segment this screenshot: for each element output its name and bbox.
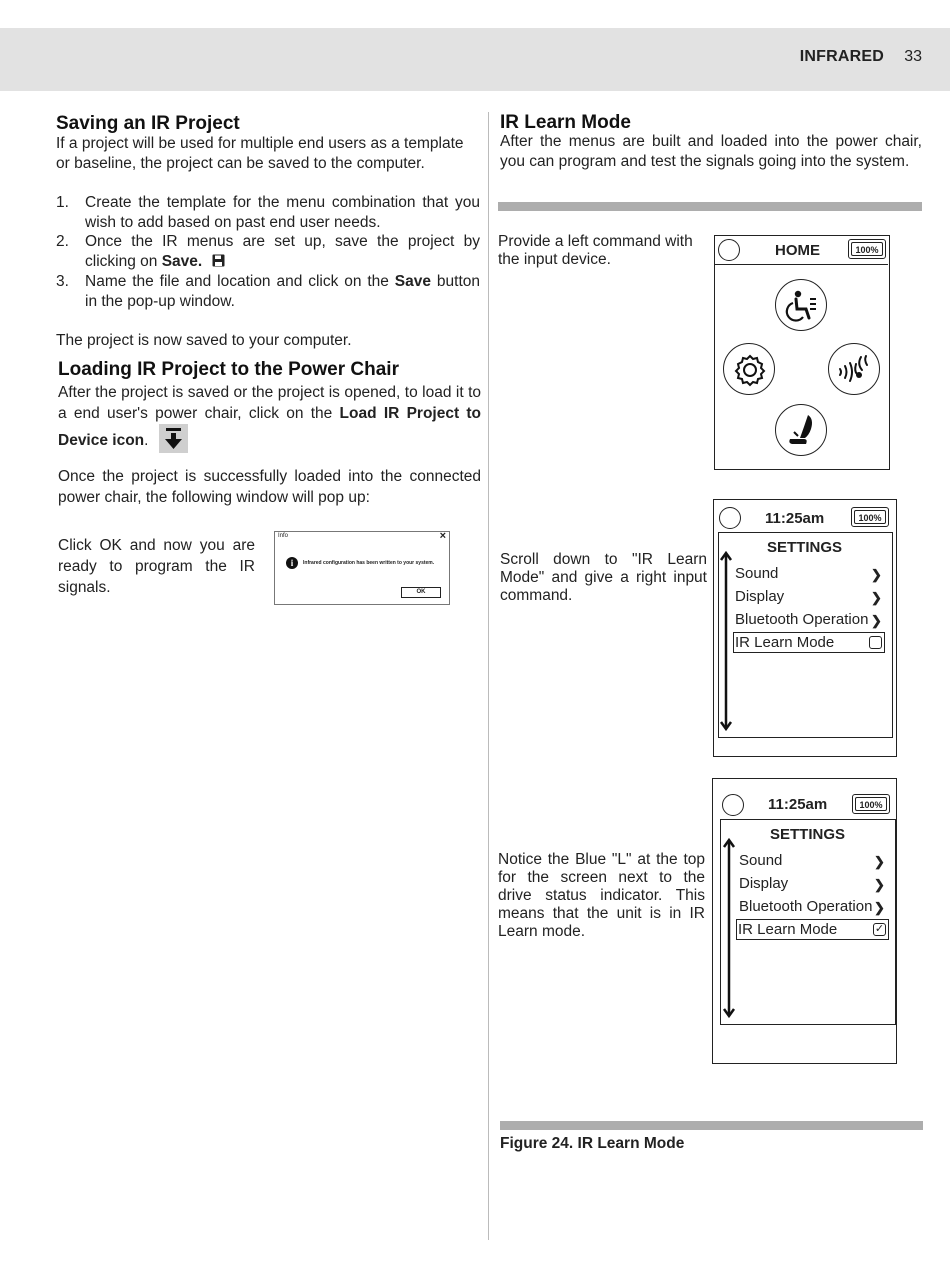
menu-item-ir-learn[interactable]: IR Learn Mode (733, 632, 885, 653)
battery-indicator: 100% (852, 794, 890, 814)
home-title: HOME (775, 242, 820, 259)
menu-item-display[interactable]: Display (739, 875, 789, 892)
info-dialog (274, 531, 450, 605)
chevron-right-icon: ❯ (874, 900, 885, 915)
settings-screen-1 (713, 499, 897, 757)
saved-note: The project is now saved to your computer. (56, 332, 352, 349)
save-intro: If a project will be used for multiple end users as a template or baseline, the project can be saved to the computer. (56, 135, 464, 172)
chevron-right-icon: ❯ (874, 877, 885, 892)
scroll-arrow-icon (719, 551, 733, 733)
battery-indicator: 100% (848, 239, 886, 259)
status-indicator (719, 507, 741, 529)
chevron-right-icon: ❯ (874, 854, 885, 869)
chevron-right-icon: ❯ (871, 567, 882, 582)
loaded-paragraph: Once the project is successfully loaded into the connected power chair, the following window will pop up: (58, 468, 481, 506)
home-screen (714, 235, 890, 470)
infrared-icon[interactable] (828, 343, 880, 395)
figure-bottom-rule (500, 1121, 923, 1130)
ok-button[interactable]: OK (401, 587, 441, 598)
gear-icon[interactable] (723, 343, 775, 395)
figure-caption: Figure 24. IR Learn Mode (500, 1135, 685, 1152)
save-heading: Saving an IR Project (56, 113, 240, 134)
list-item: 3. Name the file and location and click on the Save button in the pop-up window. (56, 273, 480, 310)
load-to-device-icon (159, 424, 188, 453)
save-icon (212, 253, 225, 273)
section-title: INFRARED (799, 48, 884, 65)
clock-time: 11:25am (765, 510, 825, 527)
info-icon: i (286, 557, 298, 569)
battery-indicator: 100% (851, 507, 889, 527)
page-number: 33 (904, 48, 922, 65)
save-steps (56, 193, 480, 311)
menu-item-display[interactable]: Display (735, 588, 785, 605)
checkbox[interactable] (869, 636, 882, 649)
list-item: 2. Once the IR menus are set up, save the project by clicking on Save. (56, 232, 480, 272)
settings-panel (720, 819, 896, 1025)
list-item: 1. Create the template for the menu combination that you wish to add based on past end user needs. (56, 194, 480, 231)
scroll-arrow-icon (722, 838, 736, 1020)
click-ok-text: Click OK and now you are ready to program the IR signals. (58, 537, 255, 596)
ir-learn-heading: IR Learn Mode (500, 112, 631, 133)
ir-learn-intro: After the menus are built and loaded into the power chair, you can program and test the signals going into the system. (500, 133, 922, 170)
menu-item-ir-learn[interactable]: IR Learn Mode ✓ (736, 919, 889, 940)
menu-item-bluetooth[interactable]: Bluetooth Operation (739, 898, 873, 915)
load-paragraph: After the project is saved or the project is opened, to load it to a end user's power chair, click on the Load IR Project to Device icon. (58, 382, 481, 453)
column-divider (488, 112, 489, 1240)
chevron-right-icon: ❯ (871, 613, 882, 628)
dialog-title: Info (278, 533, 289, 539)
menu-item-bluetooth[interactable]: Bluetooth Operation (735, 611, 869, 628)
header-rule (715, 264, 888, 265)
page-header (0, 28, 950, 91)
seating-icon[interactable] (775, 279, 827, 331)
checkbox[interactable]: ✓ (874, 923, 885, 935)
clock-time: 11:25am (768, 796, 828, 813)
settings-screen-2 (712, 778, 897, 1064)
status-indicator (718, 239, 740, 261)
settings-title: SETTINGS (770, 826, 846, 843)
menu-item-sound[interactable]: Sound (739, 852, 783, 869)
dialog-message: Infrared configuration has been written to your system. (303, 560, 435, 566)
load-heading: Loading IR Project to the Power Chair (58, 359, 399, 380)
seat-icon[interactable] (775, 404, 827, 456)
chevron-right-icon: ❯ (871, 590, 882, 605)
close-icon[interactable]: × (439, 530, 446, 542)
status-indicator (722, 794, 744, 816)
figure-top-rule (498, 202, 922, 211)
settings-title: SETTINGS (767, 539, 843, 556)
settings-panel (718, 532, 893, 738)
step-3-text: Notice the Blue "L" at the top for the screen next to the drive status indicator. This means that the unit is in IR Learn mode. (498, 851, 705, 940)
menu-item-sound[interactable]: Sound (735, 565, 779, 582)
step-1-text: Provide a left command with the input device. (498, 233, 693, 268)
step-2-text: Scroll down to "IR Learn Mode" and give a right input command. (500, 551, 707, 604)
